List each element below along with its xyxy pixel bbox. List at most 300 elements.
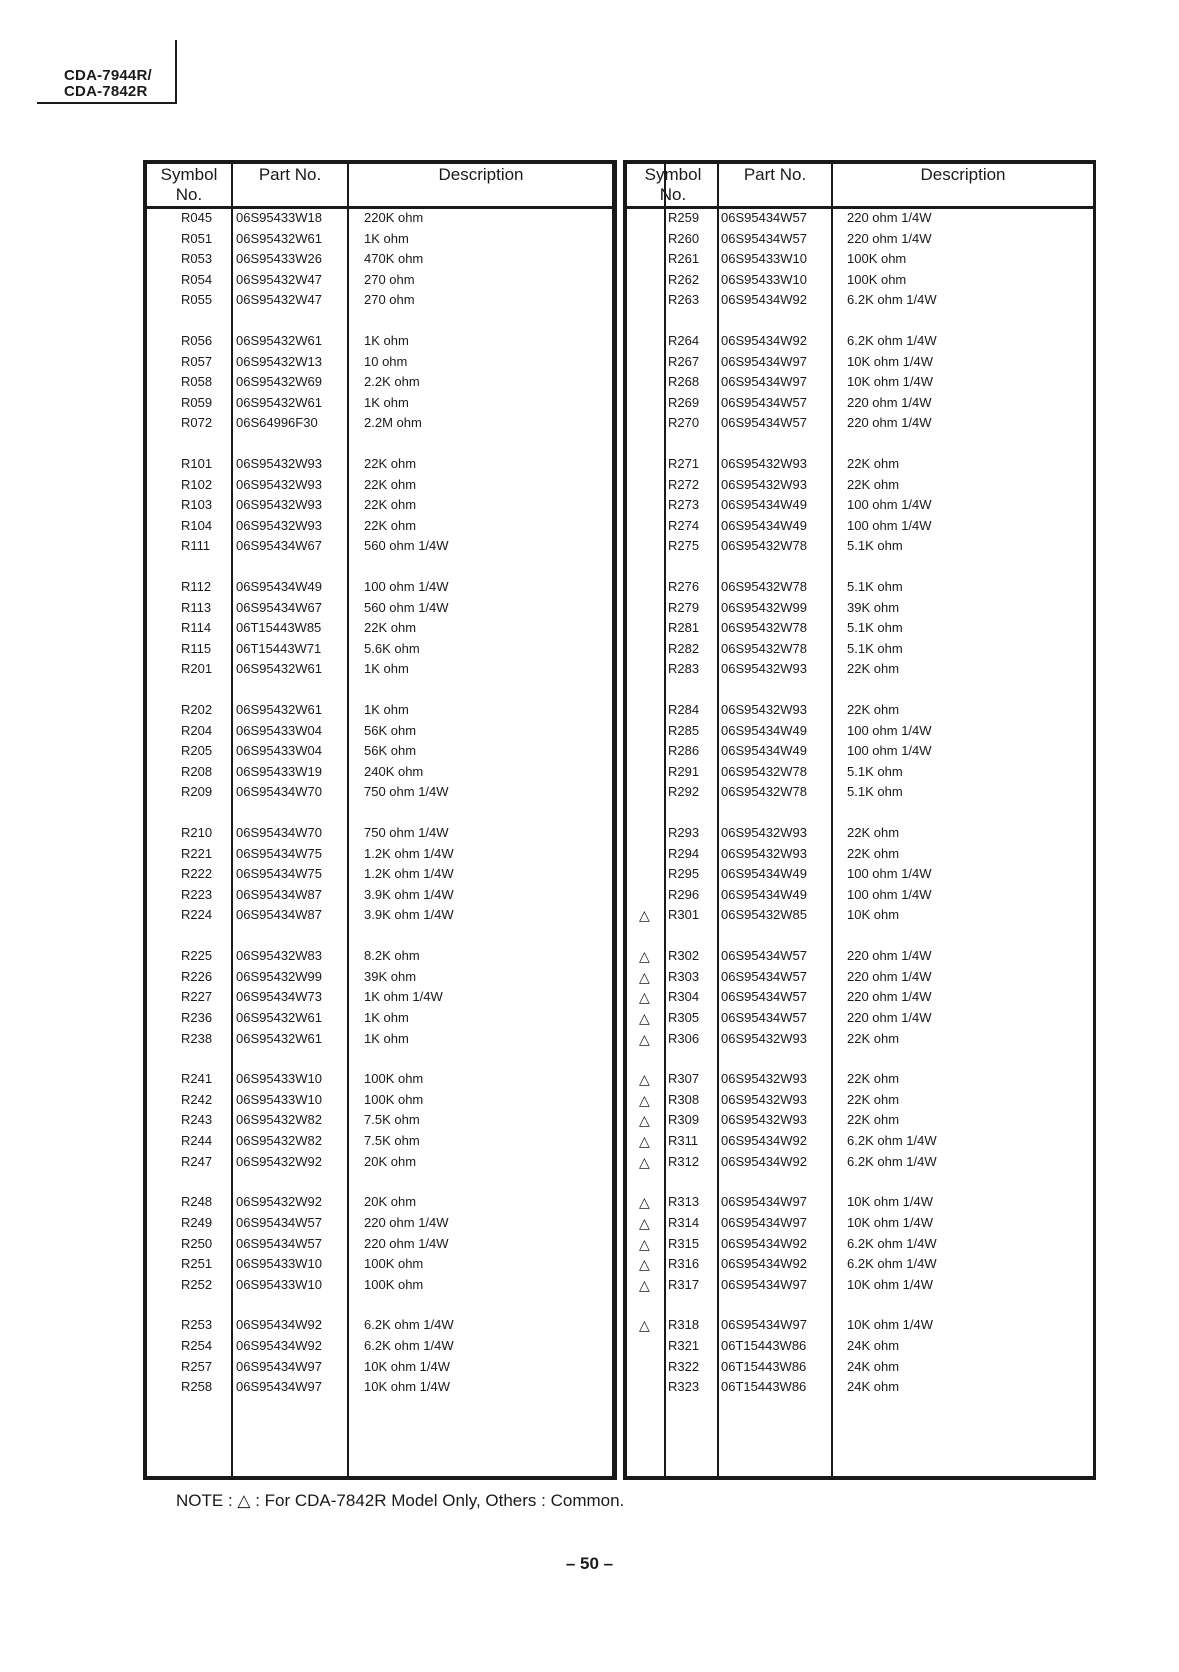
description-cell: 1.2K ohm 1/4W (364, 866, 454, 882)
part-no-cell: 06S95432W61 (236, 333, 323, 349)
symbol-cell: R222 (181, 866, 213, 882)
table-row (147, 393, 612, 413)
symbol-cell: R253 (181, 1317, 213, 1333)
symbol-cell: R270 (668, 415, 700, 431)
symbol-cell: R227 (181, 989, 213, 1005)
part-no-cell: 06S95434W49 (721, 886, 808, 902)
table-row (627, 1152, 1093, 1172)
part-no-cell: 06S95434W92 (721, 1133, 808, 1148)
part-no-cell: 06S95433W10 (236, 1256, 323, 1272)
description-cell: 24K ohm (847, 1338, 900, 1353)
description-cell: 6.2K ohm 1/4W (847, 1153, 937, 1169)
description-cell: 6.2K ohm 1/4W (847, 1235, 937, 1251)
symbol-cell: R316 (668, 1256, 700, 1272)
symbol-cell: R311 (668, 1133, 699, 1148)
part-no-cell: 06S95434W57 (721, 989, 808, 1005)
description-cell: 220 ohm 1/4W (847, 210, 932, 225)
description-cell: 22K ohm (364, 517, 417, 533)
symbol-cell: R301 (668, 907, 700, 923)
symbol-cell: R053 (181, 251, 213, 267)
table-row (147, 864, 612, 884)
description-cell: 22K ohm (847, 1030, 900, 1046)
table-row (147, 475, 612, 495)
part-no-cell: 06S95433W10 (236, 1091, 323, 1107)
symbol-cell: R112 (181, 579, 212, 595)
symbol-cell: R259 (668, 210, 700, 225)
table-row (627, 331, 1093, 351)
description-cell: 100 ohm 1/4W (847, 497, 932, 513)
table-row (147, 741, 612, 761)
description-cell: 1K ohm 1/4W (364, 989, 443, 1005)
symbol-cell: R272 (668, 476, 700, 492)
symbol-cell: R057 (181, 353, 213, 369)
part-no-cell: 06S95434W75 (236, 866, 323, 882)
part-no-cell: 06S95432W99 (236, 968, 323, 984)
symbol-cell: R269 (668, 394, 700, 410)
symbol-cell: R248 (181, 1194, 213, 1210)
part-no-cell: 06S95432W69 (236, 374, 323, 390)
part-no-cell: 06S95433W18 (236, 210, 323, 225)
description-cell: 7.5K ohm (364, 1112, 420, 1128)
symbol-cell: R249 (181, 1214, 213, 1230)
table-row (627, 741, 1093, 761)
description-cell: 100 ohm 1/4W (847, 886, 932, 902)
part-no-cell: 06S95432W47 (236, 292, 323, 308)
description-cell: 100K ohm (847, 271, 907, 287)
symbol-cell: R103 (181, 497, 213, 513)
description-cell: 39K ohm (847, 599, 900, 615)
description-cell: 10K ohm 1/4W (847, 374, 933, 390)
part-no-cell: 06S95432W82 (236, 1112, 323, 1128)
symbol-cell: R308 (668, 1091, 700, 1107)
description-cell: 22K ohm (364, 497, 417, 513)
description-cell: 10K ohm 1/4W (847, 353, 933, 369)
table-row (627, 249, 1093, 269)
model-only-marker-icon: △ (639, 1317, 650, 1334)
table-row (147, 782, 612, 802)
part-no-cell: 06S95434W49 (721, 722, 808, 738)
part-no-cell: 06S95432W78 (721, 763, 808, 779)
description-cell: 24K ohm (847, 1379, 900, 1395)
symbol-cell: R292 (668, 784, 700, 800)
table-row (627, 270, 1093, 290)
table-row (627, 454, 1093, 474)
table-row (147, 413, 612, 433)
symbol-cell: R059 (181, 394, 213, 410)
symbol-cell: R264 (668, 333, 700, 349)
symbol-cell: R312 (668, 1153, 700, 1169)
table-row (147, 639, 612, 659)
symbol-cell: R285 (668, 722, 700, 738)
table-row (627, 946, 1093, 966)
description-cell: 6.2K ohm 1/4W (364, 1317, 454, 1333)
description-cell: 10K ohm 1/4W (847, 1214, 933, 1230)
symbol-cell: R323 (668, 1379, 700, 1395)
symbol-cell: R257 (181, 1358, 213, 1374)
description-cell: 5.1K ohm (847, 784, 903, 800)
symbol-cell: R252 (181, 1276, 213, 1292)
model-only-marker-icon: △ (639, 948, 650, 965)
part-no-cell: 06S95434W73 (236, 989, 323, 1005)
description-cell: 1K ohm (364, 661, 409, 677)
part-no-cell: 06S95432W93 (721, 1112, 808, 1128)
header-symbol: Symbol No. (644, 165, 702, 204)
part-no-cell: 06S95434W49 (721, 517, 808, 533)
part-no-cell: 06S95434W97 (721, 1214, 808, 1230)
part-no-cell: 06S95434W97 (721, 1276, 808, 1292)
table-row (627, 475, 1093, 495)
model-only-marker-icon: △ (639, 1276, 650, 1293)
table-row (147, 1336, 612, 1356)
description-cell: 220 ohm 1/4W (364, 1214, 449, 1230)
table-row (627, 1192, 1093, 1212)
table-row (147, 577, 612, 597)
part-no-cell: 06S95432W93 (721, 825, 808, 841)
description-cell: 6.2K ohm 1/4W (364, 1338, 454, 1353)
part-no-cell: 06S95432W93 (721, 1071, 808, 1087)
symbol-cell: R303 (668, 968, 700, 984)
description-cell: 10K ohm 1/4W (364, 1358, 450, 1374)
table-row (147, 1192, 612, 1212)
part-no-cell: 06S95433W10 (236, 1071, 323, 1087)
description-cell: 10K ohm 1/4W (847, 1194, 933, 1210)
table-row (627, 1131, 1093, 1151)
description-cell: 220K ohm (364, 210, 424, 225)
part-no-cell: 06S95434W67 (236, 538, 323, 554)
part-no-cell: 06S95432W78 (721, 620, 808, 636)
header-description: Description (438, 165, 524, 184)
symbol-cell: R258 (181, 1379, 213, 1395)
symbol-cell: R305 (668, 1009, 700, 1025)
symbol-cell: R104 (181, 517, 213, 533)
symbol-cell: R226 (181, 968, 213, 984)
description-cell: 56K ohm (364, 743, 417, 759)
table-row (627, 639, 1093, 659)
description-cell: 5.1K ohm (847, 579, 903, 595)
table-row (147, 659, 612, 679)
table-row (147, 1377, 612, 1397)
symbol-cell: R273 (668, 497, 700, 513)
description-cell: 10K ohm 1/4W (364, 1379, 450, 1395)
description-cell: 20K ohm (364, 1153, 417, 1169)
symbol-cell: R294 (668, 845, 700, 861)
description-cell: 22K ohm (847, 661, 900, 677)
description-cell: 100K ohm (364, 1256, 424, 1272)
part-no-cell: 06S95432W61 (236, 1009, 323, 1025)
symbol-cell: R317 (668, 1276, 700, 1292)
part-no-cell: 06S95434W49 (236, 579, 323, 595)
description-cell: 22K ohm (847, 1071, 900, 1087)
table-row (627, 967, 1093, 987)
header-part-no: Part No. (743, 165, 807, 184)
symbol-cell: R318 (668, 1317, 700, 1333)
symbol-cell: R260 (668, 230, 700, 246)
table-row (147, 1275, 612, 1295)
description-cell: 5.6K ohm (364, 640, 420, 656)
symbol-cell: R102 (181, 476, 213, 492)
table-row (147, 1152, 612, 1172)
symbol-cell: R302 (668, 948, 700, 964)
symbol-cell: R072 (181, 415, 213, 431)
part-no-cell: 06S95434W97 (721, 374, 808, 390)
description-cell: 100K ohm (847, 251, 907, 267)
parts-table-left (143, 160, 617, 1480)
model-only-marker-icon: △ (639, 1194, 650, 1211)
symbol-cell: R045 (181, 210, 213, 225)
symbol-cell: R296 (668, 886, 700, 902)
description-cell: 1K ohm (364, 1009, 409, 1025)
description-cell: 220 ohm 1/4W (847, 948, 932, 964)
description-cell: 22K ohm (364, 476, 417, 492)
description-cell: 5.1K ohm (847, 640, 903, 656)
note-text: NOTE : △ : For CDA-7842R Model Only, Others : Common. (176, 1491, 625, 1510)
part-no-cell: 06S95434W75 (236, 845, 323, 861)
description-cell: 270 ohm (364, 292, 415, 308)
table-row (147, 598, 612, 618)
symbol-cell: R111 (181, 538, 211, 554)
table-row (627, 1029, 1093, 1049)
table-row (627, 577, 1093, 597)
table-row (147, 454, 612, 474)
model-only-marker-icon: △ (639, 1133, 650, 1149)
part-no-cell: 06S95434W92 (721, 1153, 808, 1169)
table-row (627, 1090, 1093, 1110)
symbol-cell: R224 (181, 907, 213, 923)
table-row (627, 618, 1093, 638)
model-only-marker-icon: △ (639, 1030, 650, 1047)
symbol-cell: R263 (668, 292, 700, 308)
table-row (627, 516, 1093, 536)
part-no-cell: 06S95434W70 (236, 825, 323, 841)
model-only-marker-icon: △ (639, 1071, 650, 1088)
symbol-cell: R236 (181, 1009, 213, 1025)
table-row (627, 495, 1093, 515)
part-no-cell: 06S95432W82 (236, 1133, 323, 1148)
part-no-cell: 06S95432W78 (721, 579, 808, 595)
description-cell: 2.2M ohm (364, 415, 422, 431)
table-row (627, 700, 1093, 720)
symbol-cell: R313 (668, 1194, 700, 1210)
table-row (147, 721, 612, 741)
table-row (627, 208, 1093, 228)
model-only-marker-icon: △ (639, 1091, 650, 1108)
part-no-cell: 06S95432W93 (236, 497, 323, 513)
table-row (147, 1069, 612, 1089)
description-cell: 240K ohm (364, 763, 424, 779)
description-cell: 22K ohm (847, 1112, 900, 1128)
parts-table-right (623, 160, 1096, 1480)
header-part-no: Part No. (258, 165, 322, 184)
table-row (147, 1131, 612, 1151)
table-row (627, 1377, 1093, 1397)
model-only-marker-icon: △ (639, 1256, 650, 1273)
table-row (147, 1110, 612, 1130)
table-row (147, 1029, 612, 1049)
part-no-cell: 06S95432W93 (721, 1091, 808, 1107)
symbol-cell: R315 (668, 1235, 700, 1251)
symbol-cell: R267 (668, 353, 700, 369)
symbol-cell: R262 (668, 271, 700, 287)
part-no-cell: 06S95432W93 (721, 845, 808, 861)
description-cell: 220 ohm 1/4W (847, 230, 932, 246)
description-cell: 22K ohm (847, 476, 900, 492)
part-no-cell: 06S95432W61 (236, 394, 323, 410)
part-no-cell: 06S95432W61 (236, 661, 323, 677)
part-no-cell: 06S95432W78 (721, 784, 808, 800)
part-no-cell: 06S95432W93 (721, 661, 808, 677)
part-no-cell: 06S95434W92 (721, 333, 808, 349)
description-cell: 5.1K ohm (847, 620, 903, 636)
table-row (147, 967, 612, 987)
part-no-cell: 06S95434W92 (721, 1256, 808, 1272)
symbol-cell: R244 (181, 1133, 213, 1148)
description-cell: 470K ohm (364, 251, 424, 267)
part-no-cell: 06S95433W04 (236, 743, 323, 759)
symbol-cell: R293 (668, 825, 700, 841)
symbol-cell: R115 (181, 640, 212, 656)
description-cell: 270 ohm (364, 271, 415, 287)
table-row (627, 1069, 1093, 1089)
symbol-cell: R250 (181, 1235, 213, 1251)
table-row (147, 1254, 612, 1274)
part-no-cell: 06S95432W78 (721, 640, 808, 656)
part-no-cell: 06S95434W57 (236, 1214, 323, 1230)
symbol-cell: R283 (668, 661, 700, 677)
part-no-cell: 06S95432W13 (236, 353, 323, 369)
header-symbol: Symbol No. (160, 165, 218, 204)
symbol-cell: R056 (181, 333, 213, 349)
description-cell: 220 ohm 1/4W (847, 415, 932, 431)
part-no-cell: 06S95434W57 (721, 415, 808, 431)
symbol-cell: R243 (181, 1112, 213, 1128)
description-cell: 6.2K ohm 1/4W (847, 292, 937, 308)
description-cell: 1K ohm (364, 333, 409, 349)
part-no-cell: 06S95434W70 (236, 784, 323, 800)
symbol-cell: R295 (668, 866, 700, 882)
part-no-cell: 06S95432W93 (721, 456, 808, 472)
symbol-cell: R254 (181, 1338, 213, 1353)
symbol-cell: R286 (668, 743, 700, 759)
description-cell: 39K ohm (364, 968, 417, 984)
part-no-cell: 06T15443W86 (721, 1338, 807, 1353)
model-header (37, 40, 177, 104)
symbol-cell: R276 (668, 579, 700, 595)
part-no-cell: 06T15443W71 (236, 640, 322, 656)
table-row (627, 372, 1093, 392)
table-row (627, 762, 1093, 782)
part-no-cell: 06S95434W97 (721, 1194, 808, 1210)
description-cell: 10K ohm 1/4W (847, 1317, 933, 1333)
symbol-cell: R284 (668, 702, 700, 718)
model-only-marker-icon: △ (639, 1235, 650, 1252)
header-description: Description (920, 165, 1006, 184)
description-cell: 1K ohm (364, 1030, 409, 1046)
table-row (627, 864, 1093, 884)
description-cell: 22K ohm (847, 702, 900, 718)
description-cell: 100 ohm 1/4W (847, 866, 932, 882)
part-no-cell: 06S95434W57 (721, 210, 808, 225)
part-no-cell: 06S95434W92 (721, 292, 808, 308)
description-cell: 100 ohm 1/4W (847, 517, 932, 533)
description-cell: 1.2K ohm 1/4W (364, 845, 454, 861)
page-number: – 50 – (565, 1554, 614, 1573)
table-row (627, 987, 1093, 1007)
symbol-cell: R322 (668, 1358, 700, 1374)
symbol-cell: R306 (668, 1030, 700, 1046)
description-cell: 22K ohm (364, 620, 417, 636)
symbol-cell: R242 (181, 1091, 213, 1107)
part-no-cell: 06S95432W93 (721, 702, 808, 718)
symbol-cell: R051 (181, 230, 213, 246)
part-no-cell: 06S95434W97 (236, 1358, 323, 1374)
model-name-line-1: CDA-7944R/ (64, 67, 152, 84)
table-row (627, 659, 1093, 679)
symbol-cell: R223 (181, 886, 213, 902)
table-row (627, 721, 1093, 741)
symbol-cell: R210 (181, 825, 213, 841)
model-only-marker-icon: △ (639, 989, 650, 1006)
description-cell: 1K ohm (364, 394, 409, 410)
description-cell: 6.2K ohm 1/4W (847, 333, 937, 349)
symbol-cell: R101 (181, 456, 213, 472)
symbol-cell: R058 (181, 374, 213, 390)
part-no-cell: 06S95432W78 (721, 538, 808, 554)
description-cell: 3.9K ohm 1/4W (364, 886, 454, 902)
table-row (627, 823, 1093, 843)
description-cell: 10K ohm (847, 907, 900, 923)
description-cell: 220 ohm 1/4W (847, 394, 932, 410)
description-cell: 560 ohm 1/4W (364, 538, 449, 554)
part-no-cell: 06T15443W85 (236, 620, 322, 636)
symbol-cell: R201 (181, 661, 213, 677)
part-no-cell: 06S95432W61 (236, 702, 323, 718)
table-row (147, 1090, 612, 1110)
description-cell: 24K ohm (847, 1358, 900, 1374)
description-cell: 100 ohm 1/4W (847, 743, 932, 759)
part-no-cell: 06S95434W49 (721, 866, 808, 882)
table-row (147, 352, 612, 372)
part-no-cell: 06S95434W49 (721, 743, 808, 759)
part-no-cell: 06S95433W10 (236, 1276, 323, 1292)
table-row (627, 1254, 1093, 1274)
symbol-cell: R114 (181, 620, 212, 636)
part-no-cell: 06S95434W92 (721, 1235, 808, 1251)
symbol-cell: R268 (668, 374, 700, 390)
description-cell: 56K ohm (364, 722, 417, 738)
part-no-cell: 06S95432W47 (236, 271, 323, 287)
table-row (627, 229, 1093, 249)
part-no-cell: 06S95434W92 (236, 1338, 323, 1353)
description-cell: 560 ohm 1/4W (364, 599, 449, 615)
symbol-cell: R321 (668, 1338, 700, 1353)
part-no-cell: 06S95434W57 (721, 968, 808, 984)
symbol-cell: R261 (668, 251, 700, 267)
symbol-cell: R205 (181, 743, 213, 759)
model-name-line-2: CDA-7842R (64, 83, 148, 100)
description-cell: 750 ohm 1/4W (364, 825, 449, 841)
table-row (147, 516, 612, 536)
table-row (147, 987, 612, 1007)
part-no-cell: 06S95432W93 (236, 476, 323, 492)
table-row (627, 1315, 1093, 1335)
description-cell: 22K ohm (847, 1091, 900, 1107)
table-row (627, 598, 1093, 618)
description-cell: 7.5K ohm (364, 1133, 420, 1148)
table-row (627, 782, 1093, 802)
table-row (147, 946, 612, 966)
table-row (627, 844, 1093, 864)
symbol-cell: R209 (181, 784, 213, 800)
